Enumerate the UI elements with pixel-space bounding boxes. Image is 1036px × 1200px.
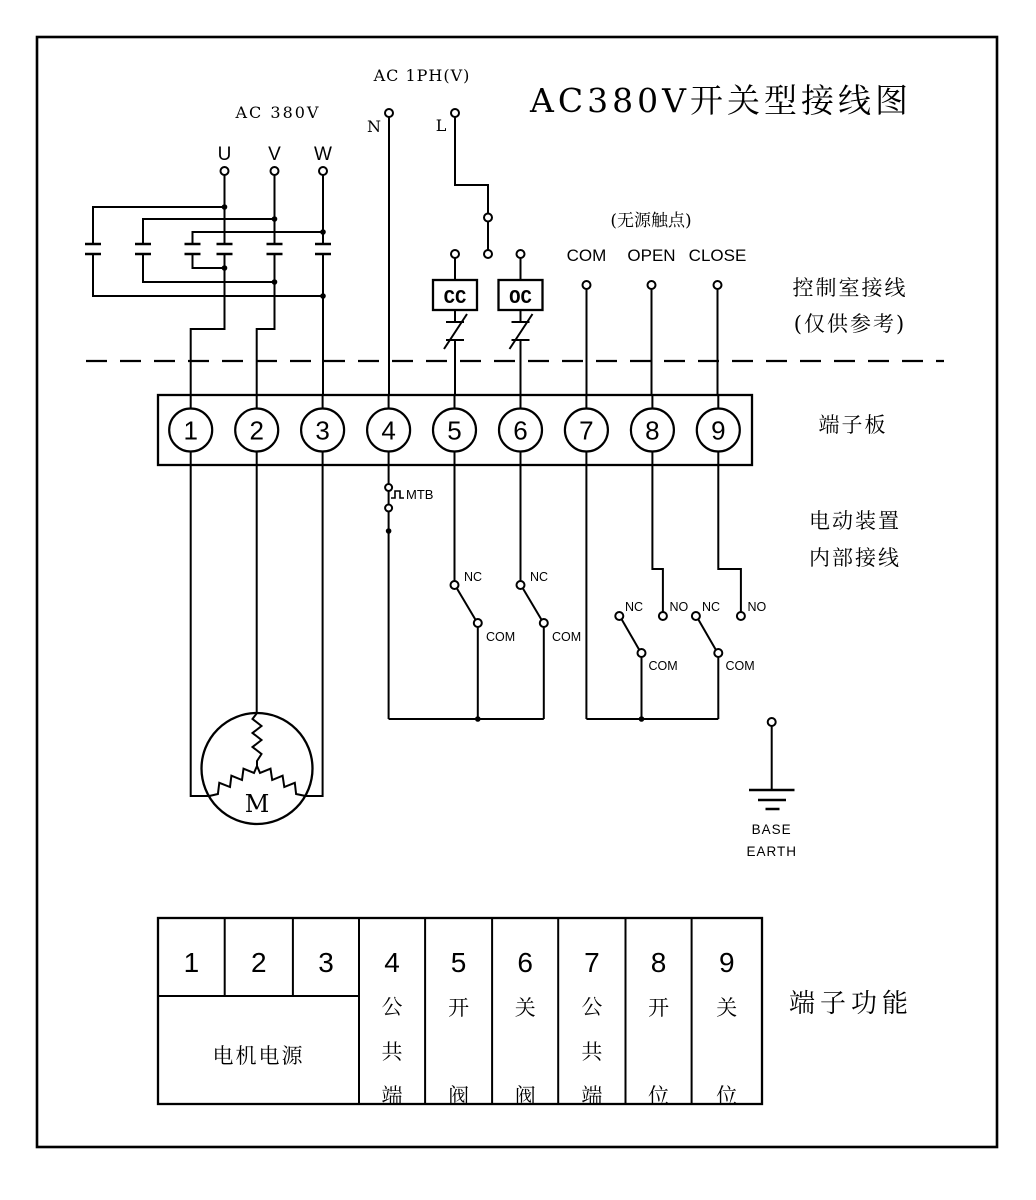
neutral-label: N xyxy=(367,117,381,136)
table-header-2: 2 xyxy=(251,947,267,978)
col7-char-2: 共 xyxy=(581,1040,603,1064)
terminal-6-number: 6 xyxy=(513,415,528,446)
switch6-com-contact xyxy=(540,619,548,627)
table-header-9: 9 xyxy=(719,947,735,978)
table-header-6: 6 xyxy=(517,947,533,978)
junction-dot xyxy=(222,204,228,210)
terminal-circle-w xyxy=(319,167,327,175)
motor-label: M xyxy=(244,790,270,818)
switch8-nc-label: NC xyxy=(625,600,644,614)
internal-wiring-note-line2: 内部接线 xyxy=(809,546,901,570)
control-room-note-line1: 控制室接线 xyxy=(792,276,908,300)
junction-dot xyxy=(475,716,481,722)
col6-char-2: 阀 xyxy=(514,1084,536,1108)
terminal-circle-u xyxy=(221,167,229,175)
terminal-9-number: 9 xyxy=(711,415,726,446)
phase-v-label: V xyxy=(268,144,281,165)
table-header-5: 5 xyxy=(450,947,467,978)
switch6-nc-label: NC xyxy=(530,570,549,584)
terminal-circle-open xyxy=(648,281,656,289)
switch6-nc-contact xyxy=(517,581,525,589)
internal-wiring-note-line1: 电动装置 xyxy=(809,509,901,533)
motor-power-cell: 电机电源 xyxy=(212,1044,305,1068)
col4-char-3: 端 xyxy=(381,1084,403,1108)
passive-contact-label: (无源触点) xyxy=(610,211,692,231)
col9-char-1: 关 xyxy=(716,996,738,1020)
switch6-com-label: COM xyxy=(552,630,582,644)
page-title: AC380V开关型接线图 xyxy=(530,81,912,120)
col8-char-1: 开 xyxy=(648,996,670,1020)
switch9-nc-label: NC xyxy=(702,600,721,614)
cc-coil-label: CC xyxy=(443,287,467,309)
switch5-nc-contact xyxy=(451,581,459,589)
switch9-nc-contact xyxy=(692,612,700,620)
live-label: L xyxy=(435,116,447,135)
junction-dot xyxy=(222,265,228,271)
mtb-contact-lower xyxy=(385,505,392,512)
phase-w-label: W xyxy=(314,144,332,165)
col4-char-1: 公 xyxy=(381,995,403,1019)
switch8-no-label: NO xyxy=(669,600,689,614)
control-room-note-line2: (仅供参考) xyxy=(793,312,907,336)
terminal-function-note: 端子功能 xyxy=(788,989,914,1019)
col7-char-3: 端 xyxy=(581,1084,603,1108)
close-label: CLOSE xyxy=(688,246,747,265)
switch8-nc-contact xyxy=(615,612,623,620)
terminal-circle-close xyxy=(714,281,722,289)
junction-dot xyxy=(272,279,278,285)
switch9-no-label: NO xyxy=(747,600,767,614)
switch9-com-contact xyxy=(714,649,722,657)
phase-u-label: U xyxy=(217,144,232,165)
table-header-3: 3 xyxy=(318,947,334,978)
switch5-com-contact xyxy=(474,619,482,627)
col8-char-2: 位 xyxy=(648,1084,670,1108)
open-label: OPEN xyxy=(627,246,676,265)
terminal-circle-v xyxy=(271,167,279,175)
ac380v-label: AC 380V xyxy=(235,103,321,122)
terminal-4-number: 4 xyxy=(381,415,396,446)
terminal-circle-l xyxy=(451,109,459,117)
junction-dot xyxy=(320,293,326,299)
col5-char-2: 阀 xyxy=(448,1084,470,1108)
com-label: COM xyxy=(566,246,607,265)
junction-dot xyxy=(386,528,392,534)
switch8-com-label: COM xyxy=(648,659,678,673)
earth-contact xyxy=(768,718,776,726)
col7-char-1: 公 xyxy=(581,995,603,1019)
cc-top-contact xyxy=(451,250,459,258)
switch9-com-label: COM xyxy=(725,659,755,673)
mtb-label: MTB xyxy=(406,487,434,502)
selector-contact-upper xyxy=(484,214,492,222)
earth-label-line1: BASE xyxy=(751,822,792,837)
switch9-no-contact xyxy=(737,612,745,620)
switch8-com-contact xyxy=(638,649,646,657)
col4-char-2: 共 xyxy=(381,1040,403,1064)
table-header-4: 4 xyxy=(384,947,400,978)
table-header-1: 1 xyxy=(183,947,200,978)
table-header-8: 8 xyxy=(650,947,667,978)
terminal-2-number: 2 xyxy=(249,415,264,446)
terminal-circle-n xyxy=(385,109,393,117)
terminal-board-note: 端子板 xyxy=(818,413,888,437)
earth-label-line2: EARTH xyxy=(746,844,797,859)
terminal-3-number: 3 xyxy=(315,415,330,446)
col9-char-2: 位 xyxy=(716,1084,738,1108)
table-header-7: 7 xyxy=(584,947,600,978)
oc-top-contact xyxy=(517,250,525,258)
selector-contact-lower xyxy=(484,250,492,258)
junction-dot xyxy=(320,229,326,235)
terminal-circle-com xyxy=(583,281,591,289)
switch8-no-contact xyxy=(659,612,667,620)
switch5-com-label: COM xyxy=(486,630,516,644)
oc-coil-label: OC xyxy=(509,287,532,309)
terminal-7-number: 7 xyxy=(579,415,594,446)
col6-char-1: 关 xyxy=(514,996,536,1020)
col5-char-1: 开 xyxy=(448,996,470,1020)
junction-dot xyxy=(272,216,278,222)
terminal-5-number: 5 xyxy=(447,415,462,446)
mtb-contact-upper xyxy=(385,484,392,491)
terminal-1-number: 1 xyxy=(183,415,198,446)
ac1ph-label: AC 1PH(V) xyxy=(373,66,471,85)
terminal-8-number: 8 xyxy=(645,415,660,446)
switch5-nc-label: NC xyxy=(464,570,483,584)
